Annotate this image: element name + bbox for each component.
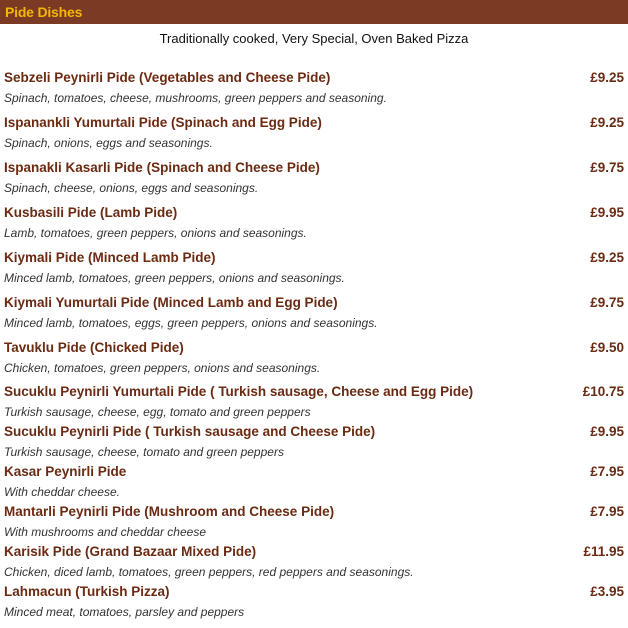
menu-item: [0, 205, 628, 245]
item-name: Karisik Pide (Grand Bazaar Mixed Pide): [4, 544, 257, 559]
item-name: Lahmacun (Turkish Pizza): [4, 584, 170, 599]
item-description: Minced lamb, tomatoes, green peppers, onions and seasonings.: [4, 271, 345, 285]
item-price: £9.95: [590, 205, 624, 220]
item-price: £9.95: [590, 424, 624, 439]
section-title: Pide Dishes: [5, 4, 83, 20]
section-header: [0, 0, 628, 24]
item-name: Ispanankli Yumurtali Pide (Spinach and Egg Pide): [4, 115, 322, 130]
item-description: Spinach, onions, eggs and seasonings.: [4, 136, 213, 150]
item-name: Tavuklu Pide (Chicked Pide): [4, 340, 184, 355]
item-price: £9.75: [590, 295, 624, 310]
item-description: Spinach, cheese, onions, eggs and seasonings.: [4, 181, 259, 195]
item-name: Mantarli Peynirli Pide (Mushroom and Cheese Pide): [4, 504, 335, 519]
item-price: £9.75: [590, 160, 624, 175]
item-description: Minced meat, tomatoes, parsley and peppers: [4, 605, 245, 619]
item-description: Turkish sausage, cheese, tomato and green peppers: [4, 445, 284, 459]
item-price: £3.95: [590, 584, 624, 599]
menu-item: [0, 295, 628, 335]
menu-item: [0, 464, 628, 504]
item-price: £7.95: [590, 464, 624, 479]
item-price: £9.25: [590, 250, 624, 265]
item-description: Minced lamb, tomatoes, eggs, green peppers, onions and seasonings.: [4, 316, 378, 330]
item-price: £10.75: [582, 384, 624, 399]
item-name: Sucuklu Peynirli Yumurtali Pide ( Turkish sausage, Cheese and Egg Pide): [4, 384, 474, 399]
item-description: Chicken, tomatoes, green peppers, onions and seasonings.: [4, 361, 321, 375]
menu-item: [0, 544, 628, 584]
item-description: With cheddar cheese.: [4, 485, 120, 499]
item-description: Turkish sausage, cheese, egg, tomato and green peppers: [4, 405, 311, 419]
menu-item: [0, 250, 628, 290]
item-name: Kasar Peynirli Pide: [4, 464, 127, 479]
item-name: Sucuklu Peynirli Pide ( Turkish sausage and Cheese Pide): [4, 424, 376, 439]
menu-item: [0, 424, 628, 464]
menu-item: [0, 504, 628, 544]
item-price: £9.25: [590, 115, 624, 130]
menu-item: [0, 115, 628, 155]
menu-item: [0, 584, 628, 624]
section-subtitle: Traditionally cooked, Very Special, Oven Baked Pizza: [159, 31, 469, 46]
item-description: With mushrooms and cheddar cheese: [4, 525, 206, 539]
item-name: Kusbasili Pide (Lamb Pide): [4, 205, 178, 220]
item-description: Spinach, tomatoes, cheese, mushrooms, green peppers and seasoning.: [4, 91, 387, 105]
item-price: £7.95: [590, 504, 624, 519]
menu-item: [0, 340, 628, 380]
menu-item: [0, 70, 628, 110]
item-name: Kiymali Pide (Minced Lamb Pide): [4, 250, 216, 265]
item-name: Kiymali Yumurtali Pide (Minced Lamb and Egg Pide): [4, 295, 338, 310]
item-description: Chicken, diced lamb, tomatoes, green peppers, red peppers and seasonings.: [4, 565, 414, 579]
item-price: £9.50: [590, 340, 624, 355]
item-name: Ispanakli Kasarli Pide (Spinach and Cheese Pide): [4, 160, 320, 175]
menu-item: [0, 160, 628, 200]
item-price: £11.95: [583, 544, 624, 559]
item-description: Lamb, tomatoes, green peppers, onions and seasonings.: [4, 226, 307, 240]
item-name: Sebzeli Peynirli Pide (Vegetables and Cheese Pide): [4, 70, 331, 85]
item-price: £9.25: [590, 70, 624, 85]
menu-item: [0, 384, 628, 424]
